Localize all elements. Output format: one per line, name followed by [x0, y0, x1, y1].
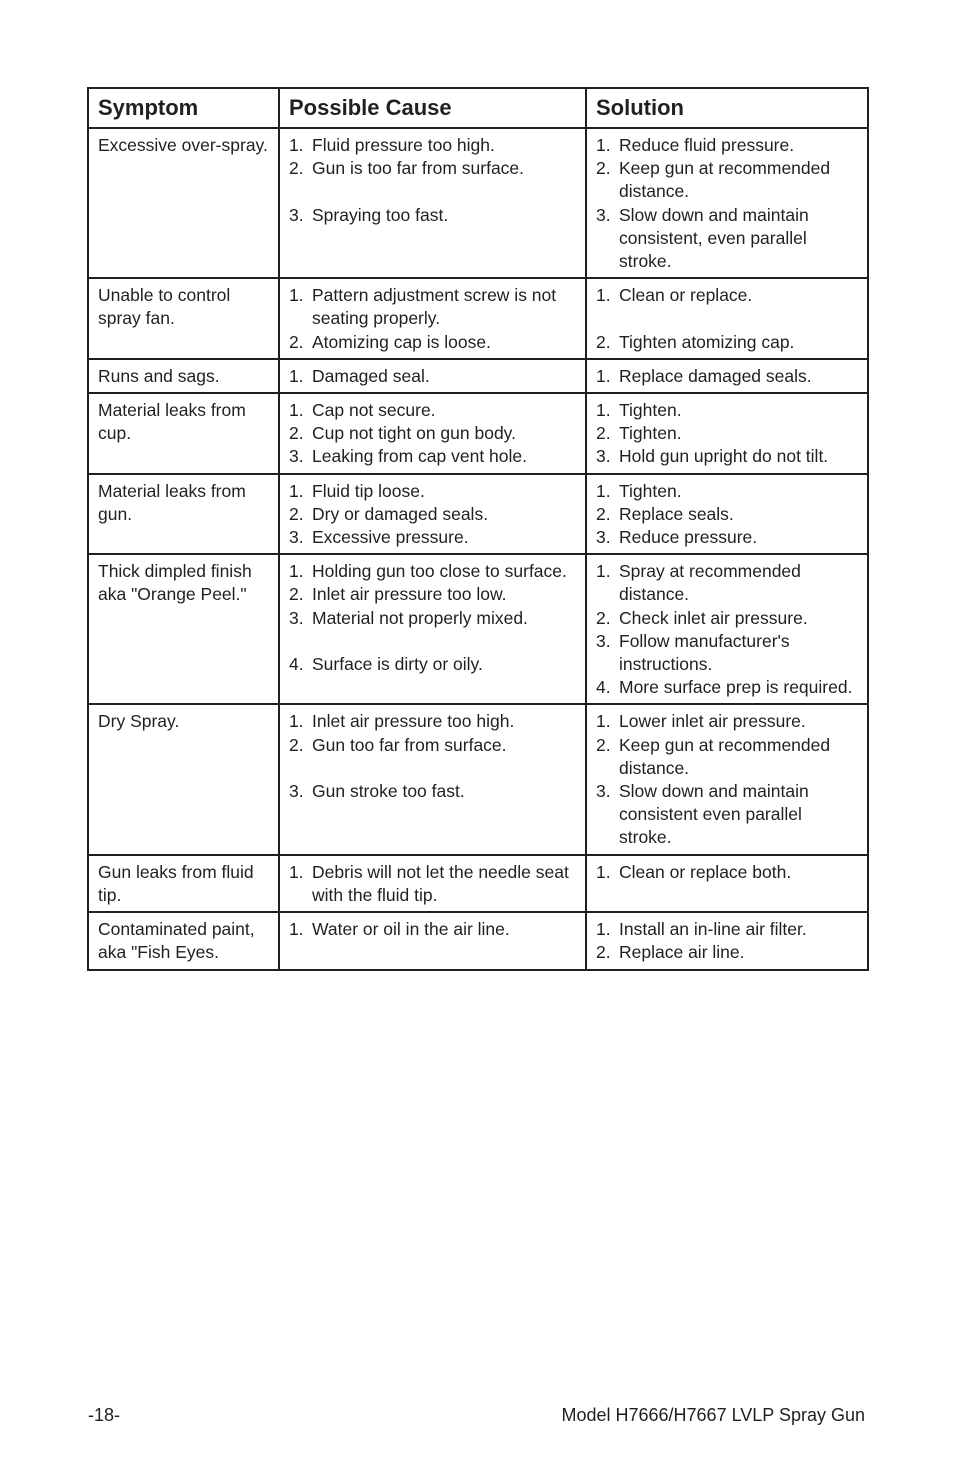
item-number: 1. [289, 561, 304, 582]
list-item [596, 503, 859, 526]
item-text: More surface prep is required. [619, 677, 853, 698]
item-text: Gun too far from surface. [312, 734, 507, 755]
list-item [596, 560, 859, 606]
list-item [596, 918, 859, 941]
item-text: Inlet air pressure too low. [312, 584, 507, 605]
cause-cell [279, 359, 586, 393]
symptom-cell: Dry Spray. [88, 704, 279, 854]
list-item [289, 365, 577, 388]
item-number: 4. [289, 654, 304, 675]
header-possible-cause: Possible Cause [279, 88, 586, 128]
item-number: 3. [596, 446, 611, 467]
item-text: Inlet air pressure too high. [312, 711, 515, 732]
item-text: Install an in-line air filter. [619, 919, 807, 940]
item-number: 1. [289, 919, 304, 940]
item-number: 2. [596, 607, 611, 628]
item-text: Excessive pressure. [312, 527, 469, 548]
item-text: Tighten. [619, 400, 682, 421]
item-text: Replace damaged seals. [619, 365, 812, 386]
item-text: Check inlet air pressure. [619, 607, 808, 628]
list-item [596, 526, 859, 549]
item-number: 1. [289, 285, 304, 306]
symptom-cell: Thick dimpled finish aka "Orange Peel." [88, 554, 279, 704]
troubleshooting-table [87, 87, 869, 971]
item-text: Gun is too far from surface. [312, 158, 525, 179]
list-item [289, 480, 577, 503]
symptom-cell: Material leaks from cup. [88, 393, 279, 474]
item-number: 2. [289, 158, 304, 179]
item-number: 3. [289, 527, 304, 548]
list-item [289, 284, 577, 330]
list-item [596, 445, 859, 468]
item-text: Reduce pressure. [619, 527, 758, 548]
item-number: 2. [289, 331, 304, 352]
item-number: 3. [596, 204, 611, 225]
item-text: Surface is dirty or oily. [312, 654, 483, 675]
item-number: 2. [596, 503, 611, 524]
list-item [289, 134, 577, 157]
item-number: 1. [289, 861, 304, 882]
item-text: Tighten. [619, 423, 682, 444]
item-text: Clean or replace. [619, 285, 753, 306]
item-number: 2. [289, 734, 304, 755]
item-text: Slow down and maintain consistent, even parallel stroke. [619, 204, 809, 272]
item-text: Debris will not let the needle seat with the fluid tip. [312, 861, 569, 905]
list-item [289, 331, 577, 354]
item-text: Hold gun upright do not tilt. [619, 446, 829, 467]
item-number: 1. [596, 561, 611, 582]
item-text: Damaged seal. [312, 365, 430, 386]
list-item [289, 503, 577, 526]
list-item [596, 157, 859, 203]
cause-cell [279, 554, 586, 704]
list-item [289, 861, 577, 907]
item-number: 1. [596, 711, 611, 732]
item-number: 1. [596, 861, 611, 882]
list-item [596, 607, 859, 630]
item-text: Atomizing cap is loose. [312, 331, 491, 352]
list-item [596, 941, 859, 964]
item-number: 3. [289, 446, 304, 467]
list-item [289, 918, 577, 941]
solution-cell [586, 554, 868, 704]
table-row [88, 278, 868, 359]
list-item [289, 445, 577, 468]
list-item [596, 365, 859, 388]
solution-cell [586, 278, 868, 359]
item-text: Fluid pressure too high. [312, 135, 495, 155]
cause-cell [279, 278, 586, 359]
item-text: Dry or damaged seals. [312, 503, 489, 524]
item-text: Cup not tight on gun body. [312, 423, 516, 444]
item-text: Gun stroke too fast. [312, 781, 465, 802]
item-number: 3. [289, 781, 304, 802]
item-number: 3. [596, 630, 611, 651]
table-header-row [88, 88, 868, 128]
cause-cell [279, 855, 586, 912]
item-number: 2. [596, 423, 611, 444]
item-number: 4. [596, 677, 611, 698]
symptom-cell: Contaminated paint, aka "Fish Eyes. [88, 912, 279, 969]
list-item [289, 734, 577, 757]
solution-cell [586, 393, 868, 474]
item-number: 3. [289, 607, 304, 628]
solution-cell [586, 855, 868, 912]
list-item [596, 422, 859, 445]
item-number: 1. [289, 365, 304, 386]
table-row [88, 128, 868, 278]
list-item [289, 710, 577, 733]
item-text: Water or oil in the air line. [312, 919, 510, 940]
table-row [88, 912, 868, 969]
table-body [88, 128, 868, 970]
table-row [88, 393, 868, 474]
item-text: Spraying too fast. [312, 204, 449, 225]
solution-cell [586, 128, 868, 278]
list-item [289, 653, 577, 676]
table-row [88, 359, 868, 393]
list-item [596, 734, 859, 780]
item-number: 1. [596, 285, 611, 306]
spacer [289, 757, 577, 780]
item-text: Spray at recommended distance. [619, 561, 801, 605]
item-number: 3. [596, 527, 611, 548]
item-number: 2. [289, 503, 304, 524]
symptom-cell: Runs and sags. [88, 359, 279, 393]
item-number: 1. [289, 135, 304, 155]
list-item [596, 676, 859, 699]
list-item [596, 134, 859, 157]
item-text: Reduce fluid pressure. [619, 135, 795, 155]
item-number: 2. [289, 423, 304, 444]
cause-cell [279, 912, 586, 969]
item-number: 2. [596, 942, 611, 963]
list-item [596, 399, 859, 422]
list-item [596, 331, 859, 354]
item-number: 1. [596, 400, 611, 421]
list-item [596, 710, 859, 733]
cause-cell [279, 393, 586, 474]
model-name: Model H7666/H7667 LVLP Spray Gun [561, 1405, 865, 1425]
page-number: -18- [88, 1405, 121, 1425]
item-text: Keep gun at recommended distance. [619, 734, 831, 778]
table-row [88, 855, 868, 912]
item-text: Leaking from cap vent hole. [312, 446, 527, 467]
item-number: 1. [596, 919, 611, 940]
item-number: 3. [596, 781, 611, 802]
symptom-cell: Material leaks from gun. [88, 474, 279, 555]
cause-cell [279, 704, 586, 854]
item-number: 1. [596, 135, 611, 155]
item-text: Fluid tip loose. [312, 480, 425, 501]
item-number: 2. [596, 734, 611, 755]
list-item [289, 526, 577, 549]
table-row [88, 554, 868, 704]
list-item [289, 780, 577, 803]
list-item [289, 399, 577, 422]
item-text: Tighten. [619, 480, 682, 501]
item-text: Slow down and maintain consistent even parallel stroke. [619, 781, 809, 848]
item-number: 3. [289, 204, 304, 225]
item-number: 1. [289, 711, 304, 732]
item-number: 2. [596, 158, 611, 179]
list-item [289, 422, 577, 445]
solution-cell [586, 912, 868, 969]
item-text: Lower inlet air pressure. [619, 711, 806, 732]
symptom-cell: Unable to control spray fan. [88, 278, 279, 359]
list-item [596, 284, 859, 307]
item-text: Follow manufacturer's instructions. [619, 630, 790, 675]
symptom-cell: Gun leaks from fluid tip. [88, 855, 279, 912]
spacer [289, 630, 577, 653]
item-number: 2. [596, 331, 611, 352]
item-number: 2. [289, 584, 304, 605]
table-row [88, 704, 868, 854]
item-number: 1. [289, 480, 304, 501]
item-number: 1. [596, 365, 611, 386]
solution-cell [586, 474, 868, 555]
header-symptom: Symptom [88, 88, 279, 128]
list-item [596, 861, 859, 884]
cause-cell [279, 474, 586, 555]
header-solution: Solution [586, 88, 868, 128]
item-text: Pattern adjustment screw is not seating properly. [312, 285, 557, 329]
list-item [289, 157, 577, 180]
spacer [596, 307, 859, 330]
item-text: Holding gun too close to surface. [312, 561, 567, 582]
item-text: Clean or replace both. [619, 861, 792, 882]
table-row [88, 474, 868, 555]
list-item [596, 480, 859, 503]
list-item [596, 204, 859, 274]
item-number: 1. [596, 480, 611, 501]
list-item [596, 630, 859, 676]
item-text: Cap not secure. [312, 400, 436, 421]
list-item [289, 204, 577, 227]
list-item [289, 583, 577, 606]
item-text: Keep gun at recommended distance. [619, 158, 831, 202]
list-item [596, 780, 859, 850]
solution-cell [586, 359, 868, 393]
item-text: Material not properly mixed. [312, 607, 528, 628]
item-number: 1. [289, 400, 304, 421]
symptom-cell: Excessive over-spray. [88, 128, 279, 278]
item-text: Tighten atomizing cap. [619, 331, 795, 352]
item-text: Replace seals. [619, 503, 734, 524]
cause-cell [279, 128, 586, 278]
solution-cell [586, 704, 868, 854]
spacer [289, 180, 577, 203]
list-item [289, 607, 577, 630]
list-item [289, 560, 577, 583]
item-text: Replace air line. [619, 942, 745, 963]
